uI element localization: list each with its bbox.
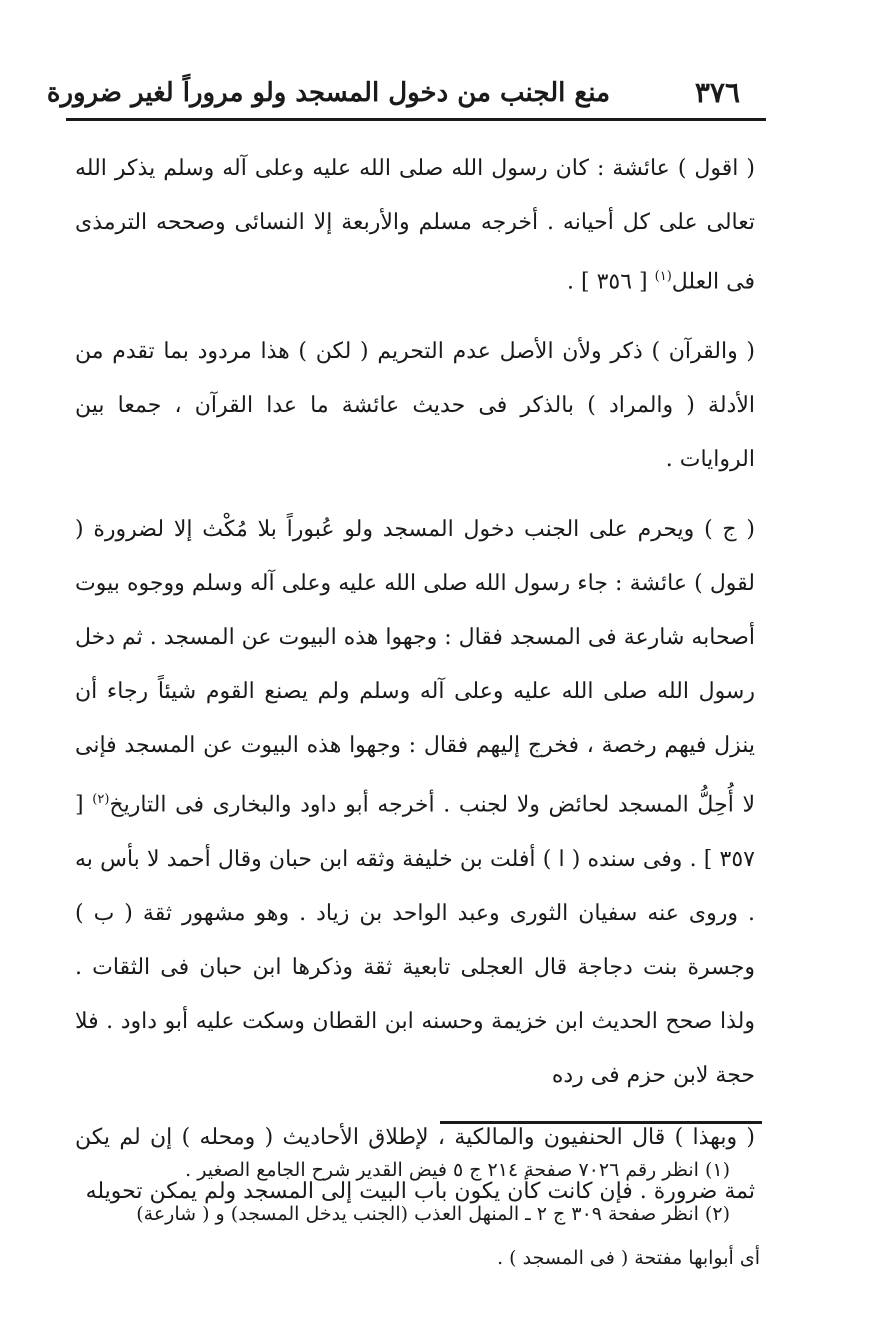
header-rule [66, 118, 766, 121]
page-number: ٣٧٦ [694, 76, 740, 109]
paragraph-text: ( وبهذا ) قال الحنفيون والمالكية ، لإطلاق الأحاديث ( ومحله ) إن لم يكن ثمة ضرورة . فإن كانت كأن يكون باب البيت إلى المسجد ولم يمكن تحويله [75, 1124, 755, 1204]
page-header [46, 68, 770, 118]
footnote-marker: (٢) [92, 792, 110, 808]
paragraph-text: ( اقول ) عائشة : كان رسول الله صلى الله عليه وعلى آله وسلم يذكر الله تعالى على كل أحيانه . أخرجه مسلم والأربعة إلا النسائى وصححه الترمذى فى العلل [75, 156, 755, 295]
paragraph-2 [75, 325, 755, 487]
footnote-2: (٢) انظر صفحة ٣٠٩ ج ٢ ـ المنهل العذب (الجنب يدخل المسجد) و ( شارعة) [136, 1203, 730, 1225]
main-text [75, 142, 755, 1235]
paragraph-text: ( والقرآن ) ذكر ولأن الأصل عدم التحريم ( لكن ) هذا مردود بما تقدم من الأدلة ( والمراد ) بالذكر فى حديث عائشة ما عدا القرآن ، جمعا بين الروايات . [75, 339, 755, 473]
paragraph-tail: [ ٣٥٦ ] . [567, 269, 655, 295]
paragraph-tail: [ ٣٥٧ ] . وفى سنده ( ا ) أفلت بن خليفة وثقه ابن حبان وقال أحمد لا بأس به . وروى عنه سفيان الثورى وعبد الواحد بن زياد . وهو مشهور ثقة ( ب ) وجسرة بنت دجاجة قال العجلى تابعية ثقة وذكرها ابن حبان فى الثقات . ولذا صحح الحديث ابن خزيمة وحسنه ابن القطان وسكت عليه أبو داود . فلا حجة لابن حزم فى رده [75, 792, 755, 1088]
paragraph-3 [75, 503, 755, 1102]
paragraph-1 [75, 142, 755, 309]
footnote-2-continuation: أى أبوابها مفتحة ( فى المسجد ) . [497, 1247, 760, 1269]
paragraph-text: ( ج ) ويحرم على الجنب دخول المسجد ولو عُبوراً بلا مُكْث إلا لضرورة ( لقول ) عائشة : جاء رسول الله صلى الله عليه وعلى آله وسلم ووجوه بيوت أصحابه شارعة فى المسجد فقال : وجهوا هذه البيوت عن المسجد . ثم دخل رسول الله صلى الله عليه وعلى آله وسلم ولم يصنع القوم شيئاً رجاء أن ينزل فيهم رخصة ، فخرج إليهم فقال : وجهوا هذه البيوت عن المسجد فإنى لا أُحِلُّ المسجد لحائض ولا لجنب . أخرجه أبو داود والبخارى فى التاريخ [74, 517, 756, 818]
footnote-1: (١) انظر رقم ٧٠٢٦ صفحة ٢١٤ ج ٥ فيض القدير شرح الجامع الصغير . [185, 1159, 730, 1181]
footnote-rule [440, 1121, 762, 1124]
footnote-marker: (١) [654, 269, 672, 284]
running-title: منع الجنب من دخول المسجد ولو مروراً لغير ضرورة [46, 78, 610, 108]
footnotes [70, 1148, 760, 1280]
